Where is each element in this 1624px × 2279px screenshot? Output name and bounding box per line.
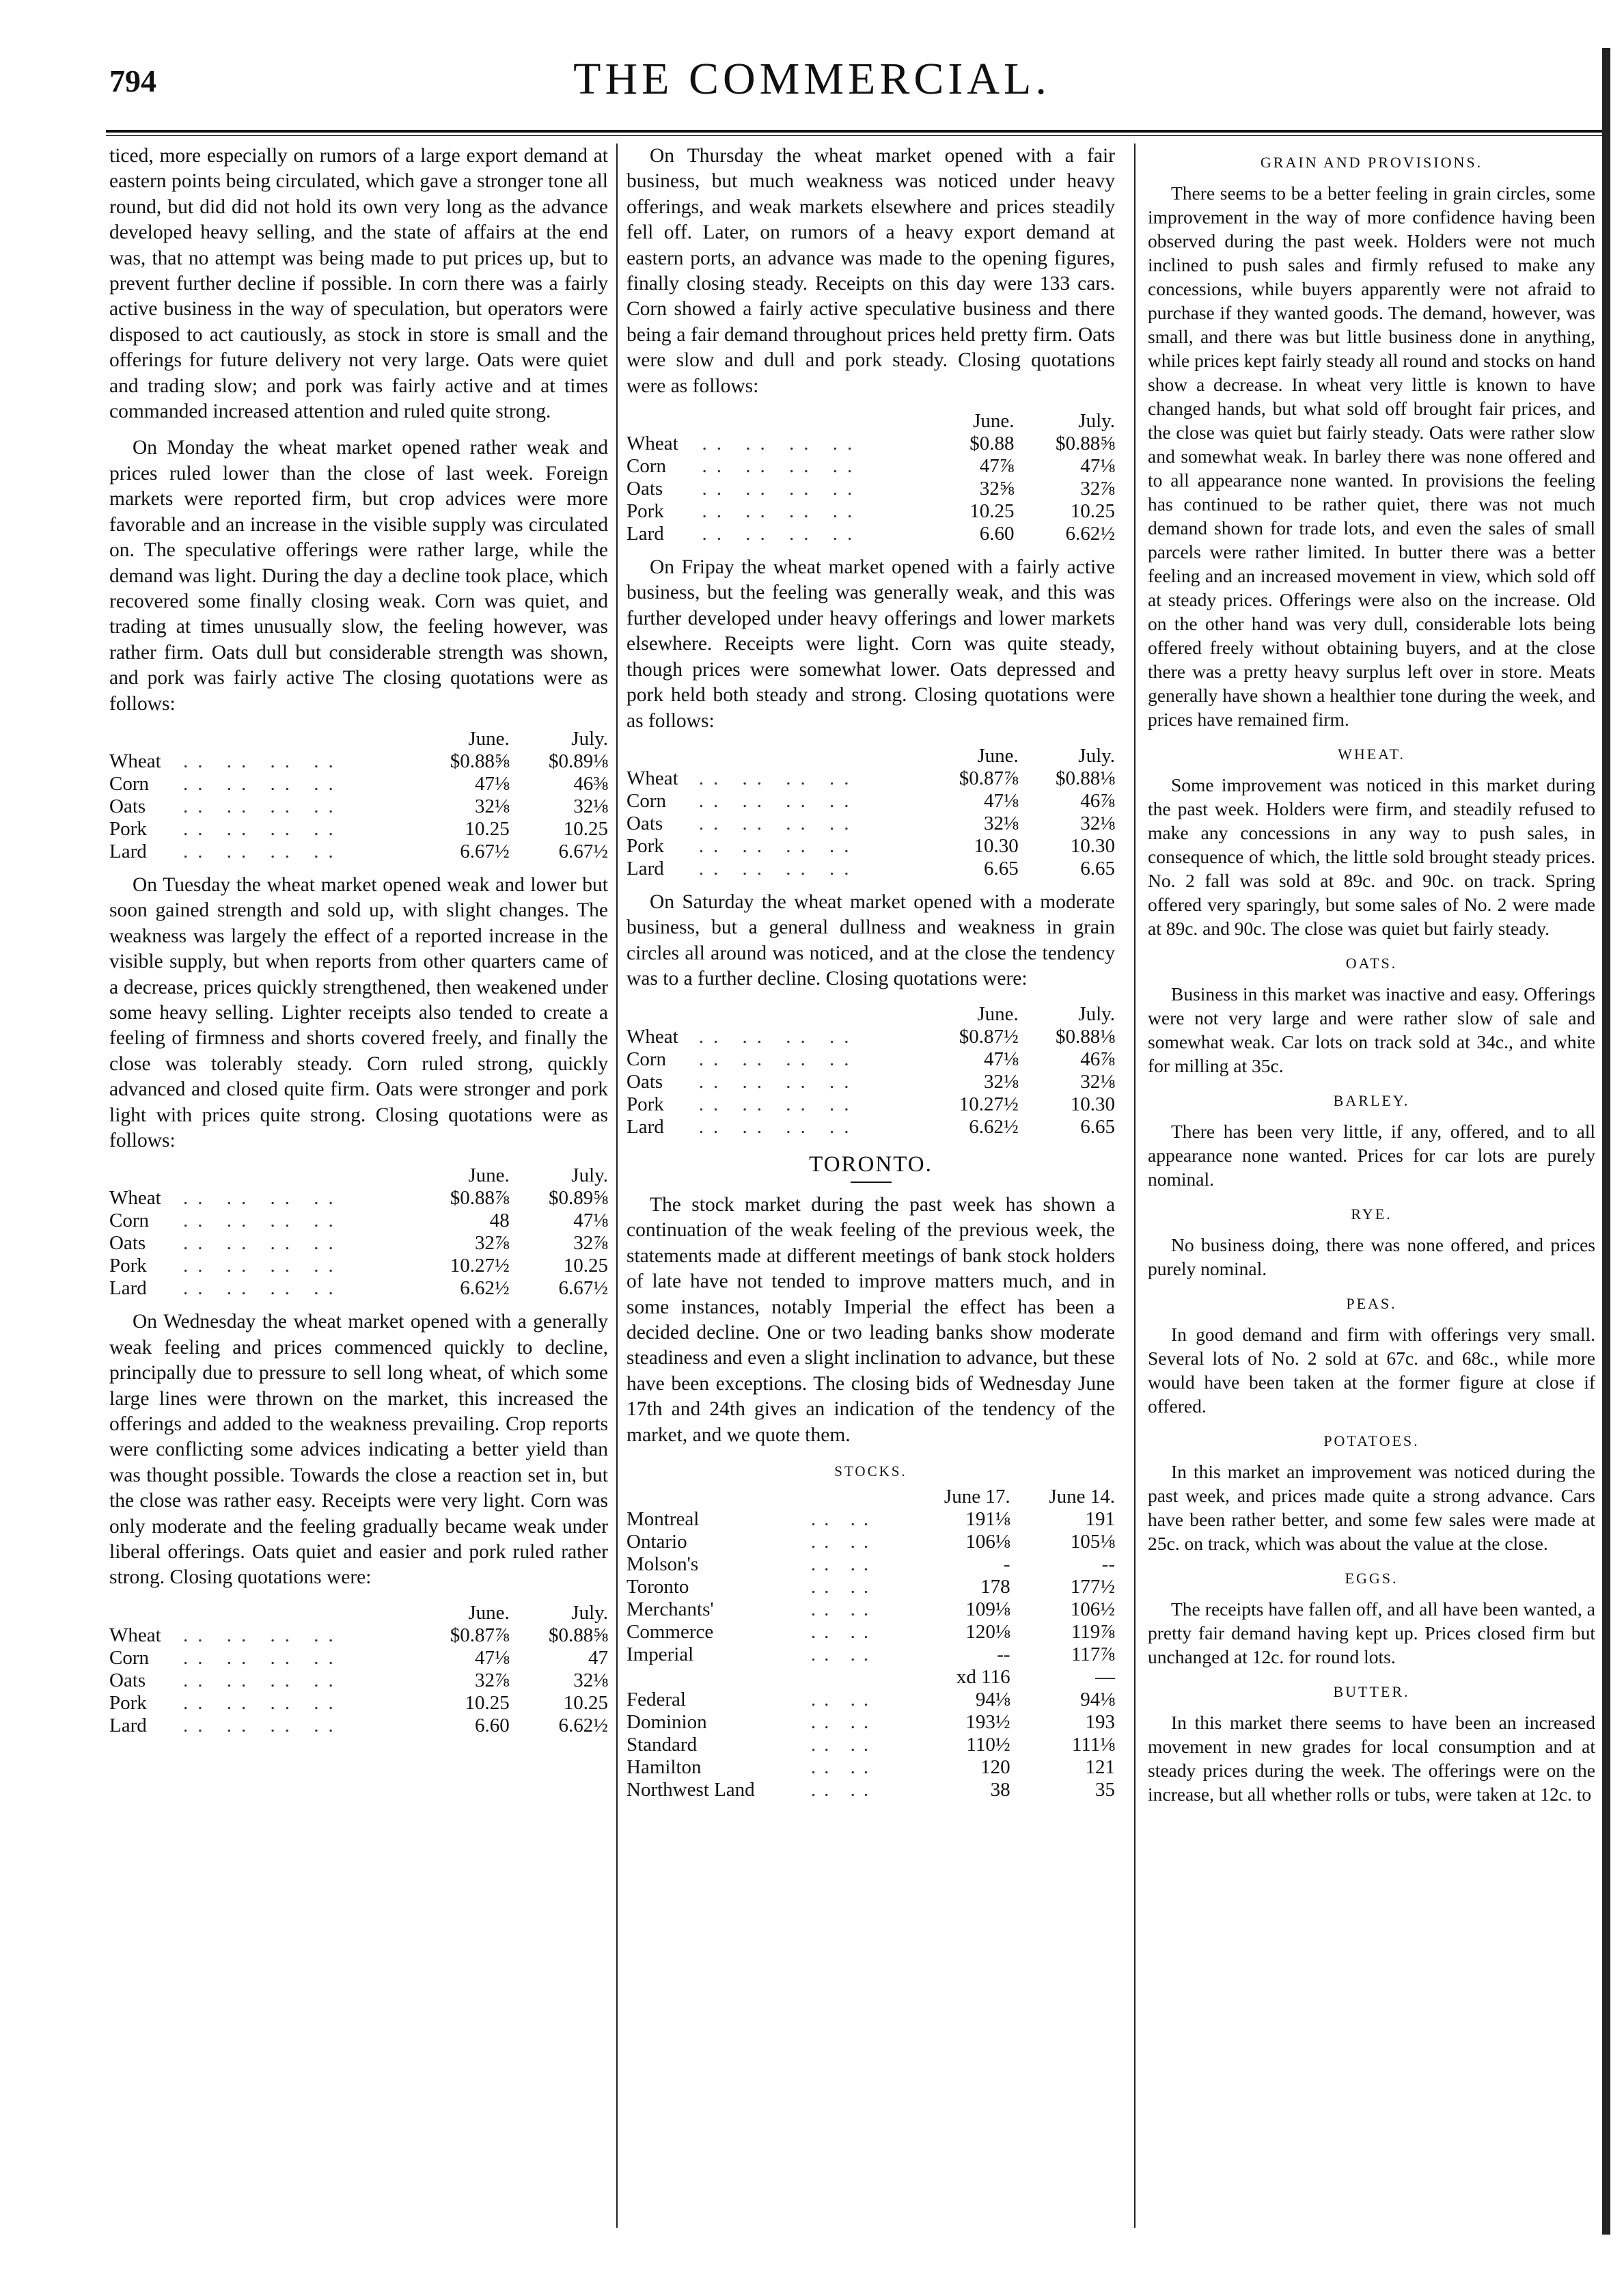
bank-name: Hamilton xyxy=(627,1756,702,1779)
binding-edge xyxy=(1602,48,1610,2235)
leader-dots: .. .. .. .. xyxy=(698,789,859,812)
leader-dots: .. .. .. .. xyxy=(183,1210,343,1232)
section-heading-toronto: TORONTO. xyxy=(809,1151,933,1177)
june-price: 6.65 xyxy=(984,857,1019,879)
quotation-table-thursday xyxy=(627,410,1115,545)
header-blank xyxy=(702,410,935,433)
bid-june-14: -- xyxy=(1101,1553,1115,1576)
commodity-name: Oats xyxy=(627,1070,663,1093)
paragraph-tuesday: On Tuesday the wheat market opened weak and lower but soon gained strength and sold up, with slight changes. The weakness was largely the effect of a reported increase in the visible supply, but when reports from other quarters came of a decrease, prices quickly strengthened, then weakened under some heavy selling. Lighter receipts also tended to create a feeling of firmness and shorts covered freely, and finally the close was tolerably steady. Corn ruled strong, quickly advanced and closed quite firm. Oats were stronger and pork light with prices quite strong. Closing quotations were as follows: xyxy=(109,873,608,1151)
quotation-table-saturday xyxy=(627,1003,1115,1138)
bank-name: Dominion xyxy=(627,1711,707,1734)
quotation-table-friday xyxy=(627,745,1115,880)
leader-dots: .. .. xyxy=(810,1734,877,1756)
july-price: 32⅛ xyxy=(573,795,608,817)
june-price: 47⅛ xyxy=(475,1646,510,1669)
leader-dots: .. .. xyxy=(810,1553,877,1576)
column-header-july: July. xyxy=(1078,410,1115,433)
paragraph-barley: There has been very little, if any, offered, and to all appearance none wanted. Prices for car lots are purely nominal. xyxy=(1148,1121,1595,1190)
july-price: 6.65 xyxy=(1080,857,1115,879)
leader-dots: .. .. xyxy=(810,1508,877,1531)
leader-dots: .. .. xyxy=(810,1621,877,1643)
commodity-name: Wheat xyxy=(627,767,678,789)
bank-name: Imperial xyxy=(627,1643,694,1666)
july-price: 32⅛ xyxy=(1080,812,1115,834)
bid-june-17: xd 116 xyxy=(956,1666,1010,1689)
leader-dots: .. .. .. .. xyxy=(698,1093,859,1115)
commodity-name: Oats xyxy=(627,812,663,834)
leader-dots: .. .. .. .. xyxy=(698,834,859,857)
commodity-name: Corn xyxy=(109,1646,149,1669)
stock-row xyxy=(627,1621,1115,1643)
commodity-name: Pork xyxy=(109,1255,147,1277)
heading-eggs: EGGS. xyxy=(1345,1570,1399,1587)
bid-june-14: 94⅛ xyxy=(1080,1689,1115,1711)
june-price: 32⅛ xyxy=(984,1070,1019,1093)
leader-dots: .. .. xyxy=(810,1689,877,1711)
bid-june-14: 105⅛ xyxy=(1070,1531,1115,1553)
july-price: 47 xyxy=(588,1646,608,1669)
bid-june-14: 119⅞ xyxy=(1071,1621,1115,1643)
july-price: 10.25 xyxy=(563,1691,608,1714)
july-price: $0.89⅛ xyxy=(549,750,608,772)
leader-dots: .. .. .. .. xyxy=(698,812,859,834)
june-price: 48 xyxy=(489,1210,510,1232)
bank-name: Molson's xyxy=(627,1553,699,1576)
column-header-june: June. xyxy=(468,727,510,750)
column-header-july: July. xyxy=(571,727,608,750)
table-row xyxy=(109,1669,608,1692)
column-header-june-17: June 17. xyxy=(944,1486,1010,1508)
july-price: 10.30 xyxy=(1070,1093,1115,1115)
bid-june-17: 178 xyxy=(980,1576,1010,1598)
june-price: $0.87½ xyxy=(959,1025,1019,1048)
header-blank xyxy=(699,745,922,767)
leader-dots: .. .. .. .. xyxy=(702,433,862,455)
commodity-name: Corn xyxy=(109,772,149,795)
column-header-july: July. xyxy=(1078,744,1115,767)
leader-dots: .. .. .. .. xyxy=(183,840,343,862)
column-header-june: June. xyxy=(977,1002,1019,1025)
leader-dots: .. .. .. .. xyxy=(183,817,343,840)
june-price: 47⅞ xyxy=(979,455,1015,478)
leader-dots: .. .. .. .. xyxy=(702,500,862,523)
heading-oats: OATS. xyxy=(1345,955,1398,972)
june-price: 10.30 xyxy=(974,834,1019,857)
commodity-name: Oats xyxy=(627,478,663,500)
header-blank xyxy=(109,1164,183,1187)
paragraph-peas: In good demand and firm with offerings very small. Several lots of No. 2 sold at 67c. and 68c., while more would have been taken at the former figure at close if offered. xyxy=(1148,1324,1595,1417)
commodity-name: Pork xyxy=(109,817,147,840)
table-row xyxy=(627,813,1115,835)
table-row xyxy=(627,523,1115,545)
commodity-name: Lard xyxy=(109,840,147,862)
heading-wheat: WHEAT. xyxy=(1338,746,1405,763)
stock-row xyxy=(627,1531,1115,1553)
table-row xyxy=(109,841,608,863)
paragraph-grain-provisions: There seems to be a better feeling in grain circles, some improvement in the way of more confidence having been observed during the past week. Holders were not much inclined to push sales and firmly refused to make any concessions, while buyers apparently were not afraid to purchase if they wanted goods. The demand, however, was small, and there was but little business done in anything, while prices kept fairly steady all round and stocks on hand show a decrease. In wheat very little is known to have changed hands, but what sold off brought fair prices, and the close was quiet but fairly steady. Oats were rather slow and somewhat weak. In barley there was none offered and to all appearance none wanted. In provisions the feeling has continued to be rather quiet, there was not much demand shown for trade lots, and even the sales of small parcels were rather limited. In butter there was a better feeling and an increased movement in view, which sold off at steady prices. Offerings were also on the increase. Old on the other hand was very dull, considerable lots being offered freely without obtaining buyers, and at the close there was a pretty heavy surplus left over in store. Meats generally have shown a healthier tone during the week, and prices have remained firm. xyxy=(1148,182,1595,730)
stock-row xyxy=(627,1598,1115,1621)
june-price: 6.62½ xyxy=(460,1277,510,1300)
bid-june-14: 177½ xyxy=(1070,1576,1115,1598)
commodity-name: Pork xyxy=(627,1093,664,1115)
header-blank xyxy=(627,1003,699,1026)
stocks-table xyxy=(627,1486,1115,1801)
stock-row xyxy=(627,1576,1115,1598)
commodity-name: Wheat xyxy=(627,1025,678,1048)
bid-june-14: — xyxy=(1095,1666,1115,1689)
page-number: 794 xyxy=(109,64,156,98)
bid-june-14: 193 xyxy=(1085,1711,1115,1734)
june-price: 47⅛ xyxy=(984,1048,1019,1070)
commodity-name: Oats xyxy=(109,795,146,817)
quotation-table-monday xyxy=(109,728,608,863)
bank-name: Montreal xyxy=(627,1508,700,1531)
bid-june-14: 121 xyxy=(1085,1756,1115,1779)
column-divider-1 xyxy=(616,144,618,2228)
table-row xyxy=(109,1232,608,1255)
leader-dots: .. .. .. .. xyxy=(698,1115,859,1138)
commodity-name: Corn xyxy=(627,1048,666,1070)
paragraph-oats: Business in this market was inactive and easy. Offerings were not very large and were rather slow of sale and somewhat weak. Car lots on track sold at 34c., and white for milling at 35c. xyxy=(1148,983,1595,1076)
bid-june-14: 35 xyxy=(1095,1779,1115,1801)
quotation-table-tuesday xyxy=(109,1164,608,1300)
july-price: $0.88⅝ xyxy=(1056,433,1115,455)
leader-dots: .. .. .. .. xyxy=(183,1187,343,1210)
july-price: 32⅛ xyxy=(1080,1070,1115,1093)
june-price: 10.25 xyxy=(465,817,510,840)
july-price: 6.67½ xyxy=(558,1277,608,1300)
table-row xyxy=(109,795,608,818)
paragraph-wheat: Some improvement was noticed in this market during the past week. Holders were firm, and steadily refused to make any concessions in any way to push sales, in consequence of which, the little sold brought steady prices. No. 2 fall was sold at 89c. and 90c. on track. Spring offered very sparingly, but some sales of No. 2 were made at 89c. and 90c. The close was quiet but fairly steady. xyxy=(1148,774,1595,939)
july-price: 46⅞ xyxy=(1080,1048,1115,1070)
paragraph-saturday: On Saturday the wheat market opened with a moderate business, but a general dullness and weakness in grain circles all around was noticed, and at the close the tendency was to a further decline. Closing quotations were: xyxy=(627,890,1115,990)
bid-june-17: 193½ xyxy=(965,1711,1010,1734)
stock-row xyxy=(627,1643,1115,1666)
paragraph-wednesday: On Wednesday the wheat market opened with a generally weak feeling and prices commenced quickly to decline, principally due to pressure to sell long wheat, of which some large lines were thrown on the market, this increased the offerings and added to the weakness prevailing. Crop reports were conflicting some advices indicating a better yield than was thought possible. Towards the close a reaction set in, but the close was rather easy. Receipts were very light. Corn was only moderate and the feeling gradually became weak under liberal offerings. Oats quiet and easier and pork ruled rather strong. Closing quotations were: xyxy=(109,1311,608,1589)
column-3 xyxy=(1148,144,1595,1817)
heading-grain-provisions: GRAIN AND PROVISIONS. xyxy=(1260,154,1483,171)
bank-name xyxy=(627,1666,811,1689)
stock-row xyxy=(627,1508,1115,1531)
header-blank xyxy=(109,728,183,750)
stocks-label: STOCKS. xyxy=(834,1463,907,1479)
june-price: 10.27½ xyxy=(959,1093,1019,1115)
june-price: 32⅛ xyxy=(475,795,510,817)
quotation-table-wednesday xyxy=(109,1602,608,1737)
leader-dots: .. .. .. .. xyxy=(702,478,862,500)
stocks-header-row xyxy=(627,1486,1115,1508)
june-price: 6.60 xyxy=(475,1714,510,1736)
table-row xyxy=(109,773,608,795)
header-blank xyxy=(627,1486,811,1508)
commodity-name: Lard xyxy=(627,1115,664,1138)
leader-dots: .. .. .. .. xyxy=(183,1669,343,1691)
stock-row xyxy=(627,1666,1115,1689)
leader-dots: .. .. xyxy=(810,1598,877,1621)
bid-june-17: 110½ xyxy=(966,1734,1010,1756)
june-price: 6.62½ xyxy=(969,1115,1019,1138)
table-row xyxy=(109,1692,608,1715)
july-price: 32⅞ xyxy=(1080,478,1115,500)
commodity-name: Corn xyxy=(627,455,666,478)
column-header-july: July. xyxy=(571,1164,608,1187)
bid-june-17: 109⅛ xyxy=(965,1598,1010,1621)
bank-name: Standard xyxy=(627,1734,698,1756)
bid-june-14: 191 xyxy=(1085,1508,1115,1531)
stock-row xyxy=(627,1711,1115,1734)
leader-dots: .. .. .. .. xyxy=(183,1714,343,1736)
july-price: 32⅞ xyxy=(573,1232,608,1255)
commodity-name: Wheat xyxy=(109,1187,161,1210)
heading-rye: RYE. xyxy=(1351,1205,1392,1223)
table-row xyxy=(109,1624,608,1647)
heading-potatoes: POTATOES. xyxy=(1323,1432,1420,1449)
paragraph-rye: No business doing, there was none offered, and prices purely nominal. xyxy=(1148,1234,1595,1279)
leader-dots: .. .. .. .. xyxy=(183,750,343,772)
stock-row xyxy=(627,1734,1115,1756)
bid-june-17: 94⅛ xyxy=(975,1689,1010,1711)
leader-dots: .. .. .. .. xyxy=(698,1048,859,1070)
paragraph-chicago-intro: ticed, more especially on rumors of a large export demand at eastern points being circulated, which gave a stronger tone all round, but did did not hold its own very long as the advance developed heavy selling, and the state of affairs at the end was, that no attempt was being made to put prices up, but to prevent further decline if possible. In corn there was a fairly active business in the way of speculation, but operators were disposed to act cautiously, as stock in store is small and the offerings for future delivery not very large. Oats were quiet and trading slow; and pork was fairly active and at times commanded increased attention and ruled quite strong. xyxy=(109,145,608,423)
column-header-july: July. xyxy=(571,1601,608,1624)
leader-dots: .. .. xyxy=(810,1756,877,1779)
july-price: 10.30 xyxy=(1070,834,1115,857)
leader-dots: .. .. xyxy=(810,1531,877,1553)
bank-name: Northwest Land xyxy=(627,1779,755,1801)
stock-row xyxy=(627,1756,1115,1779)
paragraph-butter: In this market there seems to have been an increased movement in new grades for local consumption and at steady prices during the week. The offerings were on the increase, but all whether rolls or tubs, were taken at 12c. to xyxy=(1148,1712,1595,1805)
commodity-name: Corn xyxy=(627,789,666,812)
table-row xyxy=(109,1255,608,1277)
header-blank xyxy=(627,410,702,433)
leader-dots: .. .. .. .. xyxy=(183,1691,343,1714)
july-price: 46⅜ xyxy=(573,772,608,795)
june-price: $0.88 xyxy=(969,433,1015,455)
july-price: 47⅛ xyxy=(573,1210,608,1232)
bid-june-14: 106½ xyxy=(1070,1598,1115,1621)
leader-dots: .. .. .. .. xyxy=(183,1232,343,1255)
leader-dots: .. .. .. .. xyxy=(183,795,343,817)
table-row xyxy=(627,1116,1115,1138)
table-row xyxy=(109,1277,608,1300)
table-row xyxy=(627,1071,1115,1093)
table-row xyxy=(627,767,1115,790)
june-price: 32⅝ xyxy=(979,478,1015,500)
commodity-name: Pork xyxy=(627,500,664,523)
leader-dots: .. .. .. .. xyxy=(698,857,859,879)
table-row xyxy=(627,835,1115,858)
bid-june-17: 120 xyxy=(980,1756,1010,1779)
masthead-title: THE COMMERCIAL. xyxy=(573,54,1051,104)
column-header-june: June. xyxy=(973,410,1015,433)
header-blank xyxy=(183,1164,411,1187)
june-price: 10.25 xyxy=(969,500,1015,523)
stock-row xyxy=(627,1689,1115,1711)
leader-dots: .. .. .. .. xyxy=(183,1624,343,1646)
bank-name: Ontario xyxy=(627,1531,687,1553)
table-row xyxy=(627,1093,1115,1116)
table-row xyxy=(627,478,1115,500)
june-price: $0.87⅞ xyxy=(959,767,1019,789)
table-row xyxy=(109,1715,608,1737)
commodity-name: Lard xyxy=(627,857,664,879)
july-price: $0.88⅛ xyxy=(1056,767,1115,789)
bid-june-14: 111⅛ xyxy=(1071,1734,1115,1756)
bid-june-17: 120⅛ xyxy=(965,1621,1010,1643)
bank-name: Merchants' xyxy=(627,1598,714,1621)
section-rule xyxy=(851,1182,892,1183)
june-price: 32⅞ xyxy=(475,1669,510,1691)
bid-june-17: 106⅛ xyxy=(965,1531,1010,1553)
june-price: $0.87⅞ xyxy=(450,1624,510,1646)
commodity-name: Oats xyxy=(109,1669,146,1691)
paragraph-thursday: On Thursday the wheat market opened with a fair business, but much weakness was noticed under heavy offerings, and weak markets elsewhere and prices steadily fell off. Later, on rumors of a heavy export demand at eastern ports, an advance was made to the opening figures, finally closing steady. Receipts on this day were 133 cars. Corn showed a fairly active speculative business and there being a fair demand throughout prices held pretty firm. Oats were slow and dull and pork steady. Closing quotations were as follows: xyxy=(627,145,1115,397)
july-price: $0.88⅛ xyxy=(1056,1025,1115,1048)
june-price: $0.88⅞ xyxy=(450,1187,510,1210)
leader-dots: .. .. .. .. xyxy=(183,772,343,795)
commodity-name: Pork xyxy=(109,1691,147,1714)
bank-name: Toronto xyxy=(627,1576,689,1598)
leader-dots: .. .. xyxy=(810,1779,877,1801)
commodity-name: Lard xyxy=(109,1277,147,1300)
leader-dots: .. .. .. .. xyxy=(183,1277,343,1300)
table-row xyxy=(627,1048,1115,1071)
header-rule-thin xyxy=(106,135,1602,136)
bid-june-17: 38 xyxy=(990,1779,1010,1801)
paragraph-friday: On Fripay the wheat market opened with a fairly active business, but the feeling was generally weak, and this was further developed under heavy offerings and lower markets elsewhere. Receipts were light. Corn was quite steady, though prices were somewhat lower. Oats depressed and pork held both steady and strong. Closing quotations were as follows: xyxy=(627,556,1115,732)
column-1 xyxy=(109,144,608,1747)
heading-barley: BARLEY. xyxy=(1333,1092,1410,1109)
july-price: 47⅛ xyxy=(1080,455,1115,478)
paragraph-potatoes: In this market an improvement was noticed during the past week, and prices made quite a strong advance. Cars have been rather better, and some few sales were made at 25c. on track, which was about the value at the close. xyxy=(1148,1461,1595,1554)
table-row xyxy=(109,1210,608,1232)
july-price: 46⅞ xyxy=(1080,789,1115,812)
june-price: 47⅛ xyxy=(475,772,510,795)
june-price: $0.88⅝ xyxy=(450,750,510,772)
column-header-june: June. xyxy=(977,744,1019,767)
leader-dots xyxy=(811,1666,905,1689)
july-price: $0.88⅝ xyxy=(549,1624,608,1646)
table-row xyxy=(109,750,608,773)
july-price: 10.25 xyxy=(563,817,608,840)
header-blank xyxy=(627,745,699,767)
leader-dots: .. .. .. .. xyxy=(698,1070,859,1093)
table-row xyxy=(627,500,1115,523)
june-price: 6.60 xyxy=(979,523,1015,545)
leader-dots: .. .. .. .. xyxy=(183,1646,343,1669)
july-price: 10.25 xyxy=(1070,500,1115,523)
column-header-july: July. xyxy=(1078,1002,1115,1025)
table-row xyxy=(109,1187,608,1210)
bid-june-14: 117⅞ xyxy=(1071,1643,1115,1666)
commodity-name: Wheat xyxy=(109,750,161,772)
heading-butter: BUTTER. xyxy=(1333,1683,1410,1700)
paragraph-toronto-stocks: The stock market during the past week has shown a continuation of the weak feeling of the previous week, the statements made at different meetings of bank stock holders of late have not tended to improve matters much, and in some instances, notably Imperial the effect has been a decided decline. One or two leading banks show moderate steadiness and even a slight inclination to advance, but these have been exceptions. The closing bids of Wednesday June 17th and 24th gives an indication of the tendency of the market, and we quote them. xyxy=(627,1193,1115,1446)
july-price: 6.62½ xyxy=(558,1714,608,1736)
july-price: 10.25 xyxy=(563,1255,608,1277)
leader-dots: .. .. xyxy=(810,1576,877,1598)
commodity-name: Lard xyxy=(627,523,664,545)
commodity-name: Oats xyxy=(109,1232,146,1255)
column-divider-2 xyxy=(1134,144,1136,2228)
bid-june-17: -- xyxy=(997,1643,1010,1666)
july-price: 6.65 xyxy=(1080,1115,1115,1138)
header-blank xyxy=(183,728,411,750)
table-row xyxy=(627,1026,1115,1048)
july-price: 32⅛ xyxy=(573,1669,608,1691)
heading-peas: PEAS. xyxy=(1346,1295,1397,1312)
commodity-name: Corn xyxy=(109,1210,149,1232)
header-blank xyxy=(183,1602,411,1624)
leader-dots: .. .. .. .. xyxy=(698,767,859,789)
stock-row xyxy=(627,1779,1115,1801)
commodity-name: Wheat xyxy=(109,1624,161,1646)
stock-row xyxy=(627,1553,1115,1576)
table-row xyxy=(109,1647,608,1669)
june-price: 32⅛ xyxy=(984,812,1019,834)
commodity-name: Pork xyxy=(627,834,664,857)
july-price: $0.89⅝ xyxy=(549,1187,608,1210)
header-blank xyxy=(699,1003,922,1026)
paragraph-eggs: The receipts have fallen off, and all have been wanted, a pretty fair demand having kept up. Prices closed firm but unchanged at 12c. for round lots. xyxy=(1148,1598,1595,1667)
table-row xyxy=(109,818,608,841)
header-blank xyxy=(811,1486,905,1508)
bank-name: Federal xyxy=(627,1689,686,1711)
leader-dots: .. .. xyxy=(810,1711,877,1734)
june-price: 10.27½ xyxy=(450,1255,510,1277)
table-row xyxy=(627,790,1115,813)
column-header-june-14: June 14. xyxy=(1049,1486,1115,1508)
bank-name: Commerce xyxy=(627,1621,714,1643)
leader-dots: .. .. .. .. xyxy=(702,455,862,478)
commodity-name: Wheat xyxy=(627,433,678,455)
june-price: 10.25 xyxy=(465,1691,510,1714)
leader-dots: .. .. .. .. xyxy=(183,1255,343,1277)
table-row xyxy=(627,433,1115,455)
column-2 xyxy=(627,144,1115,1801)
paragraph-monday: On Monday the wheat market opened rather weak and prices ruled lower than the close of last week. Foreign markets were reported firm, but crop advices were more favorable and an increase in the visible supply was circulated on. The speculative offerings were rather large, while the demand was light. During the day a decline took place, which recovered some finally closing weak. Corn was quiet, and trading at times unusually slow, the feeling however, was rather firm. Oats dull but considerable strength was shown, and pork was fairly active The closing quotations were as follows: xyxy=(109,437,608,715)
column-header-june: June. xyxy=(468,1601,510,1624)
june-price: 6.67½ xyxy=(460,840,510,862)
bid-june-17: 191⅛ xyxy=(965,1508,1010,1531)
commodity-name: Lard xyxy=(109,1714,147,1736)
july-price: 6.67½ xyxy=(558,840,608,862)
leader-dots: .. .. .. .. xyxy=(698,1025,859,1048)
leader-dots: .. .. .. .. xyxy=(702,523,862,545)
table-row xyxy=(627,858,1115,880)
header-rule xyxy=(106,130,1602,133)
june-price: 47⅛ xyxy=(984,789,1019,812)
column-header-june: June. xyxy=(468,1164,510,1187)
july-price: 6.62½ xyxy=(1065,523,1115,545)
leader-dots: .. .. xyxy=(810,1643,877,1666)
bid-june-17: - xyxy=(1003,1553,1010,1576)
header-blank xyxy=(109,1602,183,1624)
june-price: 32⅞ xyxy=(475,1232,510,1255)
table-row xyxy=(627,455,1115,478)
